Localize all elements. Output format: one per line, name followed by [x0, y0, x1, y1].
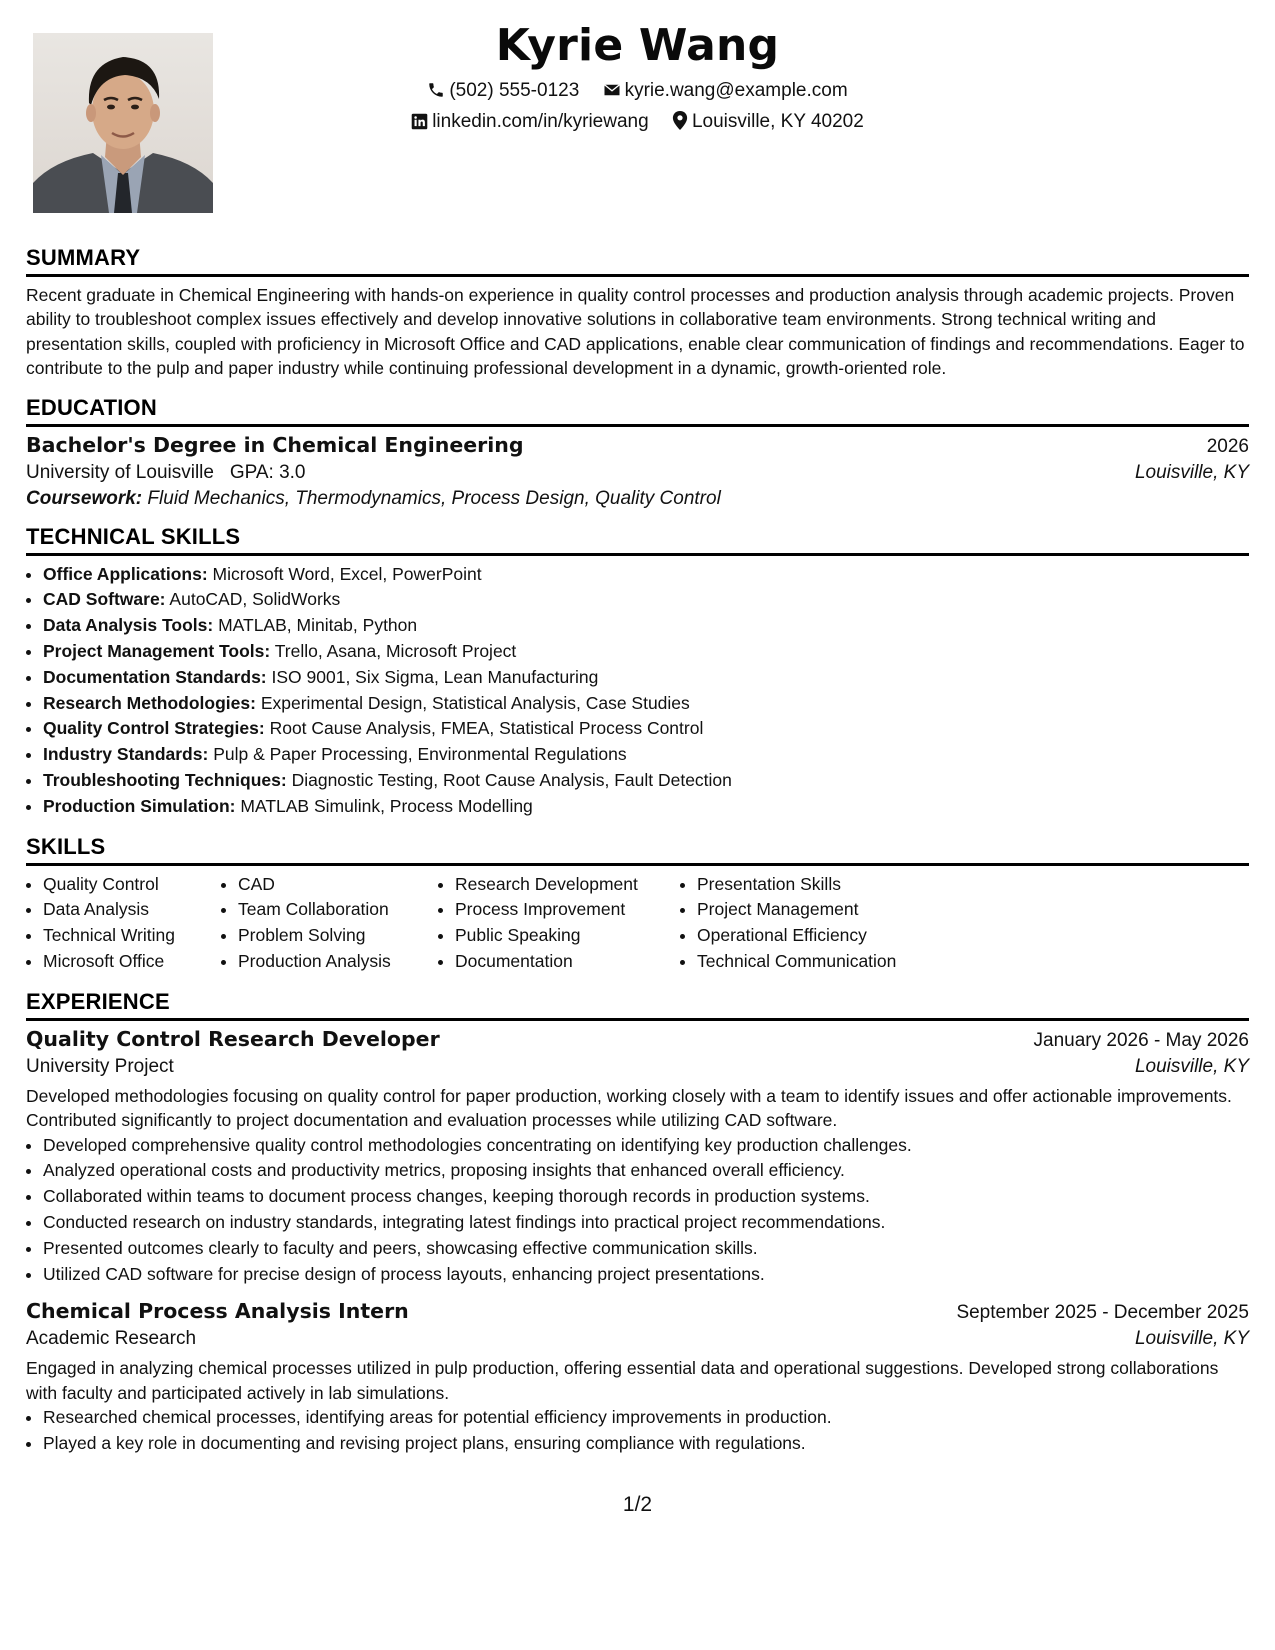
list-item: • Technical Communication [697, 949, 957, 975]
phone-number: (502) 555-0123 [449, 80, 580, 101]
summary-text: Recent graduate in Chemical Engineering with hands-on experience in quality control processes and production analysis through academic projects. Proven ability to troubleshoot complex issues effectively and develop innovative solutions in collaborative team environments. Strong technical writing and presentation skills, coupled with proficiency in Microsoft Office and CAD applications, enable clear communication of findings and recommendations. Eager to contribute to the pulp and paper industry while continuing professional development in a dynamic, growth-oriented role. [26, 285, 1245, 379]
list-item: • Documentation Standards: ISO 9001, Six Sigma, Lean Manufacturing [43, 665, 1249, 691]
summary-heading: SUMMARY [26, 245, 1249, 277]
list-item: • Public Speaking [455, 923, 680, 949]
location-contact [672, 111, 864, 133]
job-entry-1 [26, 1027, 1249, 1288]
job-org-row [26, 1328, 1249, 1350]
candidate-name: Kyrie Wang [495, 20, 780, 71]
skills-column-2 [221, 872, 438, 975]
linkedin-url: linkedin.com/in/kyriewang [432, 111, 649, 132]
list-item: • Developed comprehensive quality control methodologies concentrating on identifying key production challenges. [43, 1133, 1249, 1159]
resume-content [26, 245, 1249, 1457]
coursework-label: Coursework: [26, 487, 143, 509]
list-item: • Production Simulation: MATLAB Simulink, Process Modelling [43, 794, 1249, 820]
job-header-row [26, 1299, 1249, 1324]
linkedin-contact[interactable] [411, 111, 649, 133]
list-item: • Presentation Skills [697, 872, 957, 898]
contact-row-1 [0, 80, 1275, 102]
list-item: • CAD [238, 872, 438, 898]
graduation-year: 2026 [1206, 435, 1249, 457]
skills-column-4 [680, 872, 957, 975]
job-organization: Academic Research [26, 1328, 197, 1350]
list-item: • Problem Solving [238, 923, 438, 949]
job-org-row [26, 1056, 1249, 1078]
education-heading: EDUCATION [26, 395, 1249, 427]
list-item: • Project Management Tools: Trello, Asana, Microsoft Project [43, 639, 1249, 665]
job-location: Louisville, KY [1134, 1328, 1249, 1350]
list-item: • Research Methodologies: Experimental Design, Statistical Analysis, Case Studies [43, 691, 1249, 717]
technical-skills-heading: TECHNICAL SKILLS [26, 524, 1249, 556]
job-location: Louisville, KY [1134, 1055, 1249, 1077]
job-dates: September 2025 - December 2025 [956, 1302, 1249, 1324]
job-bullets [26, 1405, 1249, 1457]
list-item: • Project Management [697, 897, 957, 923]
job-title: Chemical Process Analysis Intern [26, 1299, 409, 1324]
skills-column-3 [438, 872, 680, 975]
job-bullets [26, 1133, 1249, 1288]
skills-column-1 [26, 872, 221, 975]
job-title: Quality Control Research Developer [26, 1026, 440, 1051]
list-item: • Presented outcomes clearly to faculty and peers, showcasing effective communication skills. [43, 1236, 1249, 1262]
school-location: Louisville, KY [1134, 461, 1249, 483]
list-item: • Data Analysis [43, 897, 221, 923]
list-item: • Researched chemical processes, identifying areas for potential efficiency improvements in production. [43, 1405, 1249, 1431]
list-item: • Analyzed operational costs and productivity metrics, proposing insights that enhanced overall efficiency. [43, 1158, 1249, 1184]
list-item: • Data Analysis Tools: MATLAB, Minitab, Python [43, 613, 1249, 639]
contact-row-2 [0, 111, 1275, 133]
list-item: • Documentation [455, 949, 680, 975]
list-item: • Process Improvement [455, 897, 680, 923]
list-item: • Played a key role in documenting and revising project plans, ensuring compliance with regulations. [43, 1431, 1249, 1457]
linkedin-icon [411, 113, 428, 130]
list-item: • Team Collaboration [238, 897, 438, 923]
education-header-row [26, 433, 1249, 458]
job-header-row [26, 1027, 1249, 1052]
envelope-icon [603, 81, 621, 99]
school-info [26, 462, 306, 484]
list-item: • Microsoft Office [43, 949, 221, 975]
education-school-row [26, 462, 1249, 484]
coursework-list: Fluid Mechanics, Thermodynamics, Process Design, Quality Control [147, 487, 721, 509]
list-item: • Troubleshooting Techniques: Diagnostic Testing, Root Cause Analysis, Fault Detection [43, 768, 1249, 794]
list-item: • CAD Software: AutoCAD, SolidWorks [43, 587, 1249, 613]
degree-title: Bachelor's Degree in Chemical Engineering [26, 432, 524, 457]
phone-contact[interactable] [427, 80, 579, 102]
coursework-line [26, 488, 1249, 510]
list-item: • Utilized CAD software for precise design of process layouts, enhancing project presentations. [43, 1262, 1249, 1288]
list-item: • Research Development [455, 872, 680, 898]
page-number: 1/2 [622, 1493, 653, 1516]
job-description: Engaged in analyzing chemical processes utilized in pulp production, offering essential data and operational suggestions. Developed strong collaborations with faculty and participated actively in lab simulations. [26, 1358, 1219, 1403]
list-item: • Quality Control [43, 872, 221, 898]
map-pin-icon [672, 111, 688, 130]
technical-skills-list [26, 562, 1249, 820]
skills-grid [26, 872, 1249, 975]
list-item: • Quality Control Strategies: Root Cause Analysis, FMEA, Statistical Process Control [43, 716, 1249, 742]
list-item: • Production Analysis [238, 949, 438, 975]
list-item: • Office Applications: Microsoft Word, Excel, PowerPoint [43, 562, 1249, 588]
gpa: GPA: 3.0 [229, 461, 306, 483]
phone-icon [427, 81, 445, 99]
job-description: Developed methodologies focusing on quality control for paper production, working closely with a team to identify issues and offer actionable improvements. Contributed significantly to project documentation and evaluation processes while utilizing CAD software. [26, 1085, 1232, 1131]
list-item: • Industry Standards: Pulp & Paper Processing, Environmental Regulations [43, 742, 1249, 768]
skills-heading: SKILLS [26, 834, 1249, 866]
list-item: • Operational Efficiency [697, 923, 957, 949]
email-contact[interactable] [603, 80, 848, 102]
email-address: kyrie.wang@example.com [624, 80, 848, 101]
school-name: University of Louisville [26, 461, 214, 483]
job-entry-2 [26, 1299, 1249, 1456]
list-item: • Collaborated within teams to document process changes, keeping thorough records in production systems. [43, 1184, 1249, 1210]
location-text: Louisville, KY 40202 [691, 111, 864, 132]
list-item: • Conducted research on industry standards, integrating latest findings into practical project recommendations. [43, 1210, 1249, 1236]
list-item: • Technical Writing [43, 923, 221, 949]
experience-heading: EXPERIENCE [26, 989, 1249, 1021]
job-dates: January 2026 - May 2026 [1033, 1029, 1249, 1051]
job-organization: University Project [26, 1055, 174, 1077]
